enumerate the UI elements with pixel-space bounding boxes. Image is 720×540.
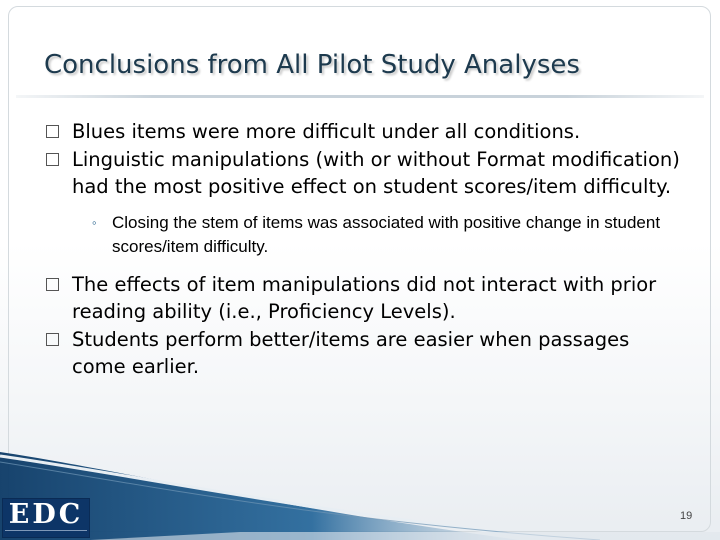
slide-title: Conclusions from All Pilot Study Analyses: [44, 50, 580, 80]
bullet-text: Blues items were more difficult under all conditions.: [72, 120, 581, 143]
sub-bullet-text: Closing the stem of items was associated with positive change in student scores/item difficulty.: [112, 212, 661, 256]
circle-bullet-icon: ◦: [92, 214, 97, 230]
logo-text: EDC: [8, 499, 84, 530]
logo-subtitle-line: [5, 530, 87, 536]
bullet-text: Students perform better/items are easier when passages come earlier.: [72, 327, 630, 378]
page-number: 19: [680, 510, 693, 522]
bullet-text: The effects of item manipulations did not interact with prior reading ability (i.e., Proficiency Levels).: [72, 272, 657, 323]
bullet-text: Linguistic manipulations (with or without Format modification) had the most positive effect on student scores/item difficulty.: [72, 147, 680, 198]
edc-logo: [2, 498, 90, 538]
